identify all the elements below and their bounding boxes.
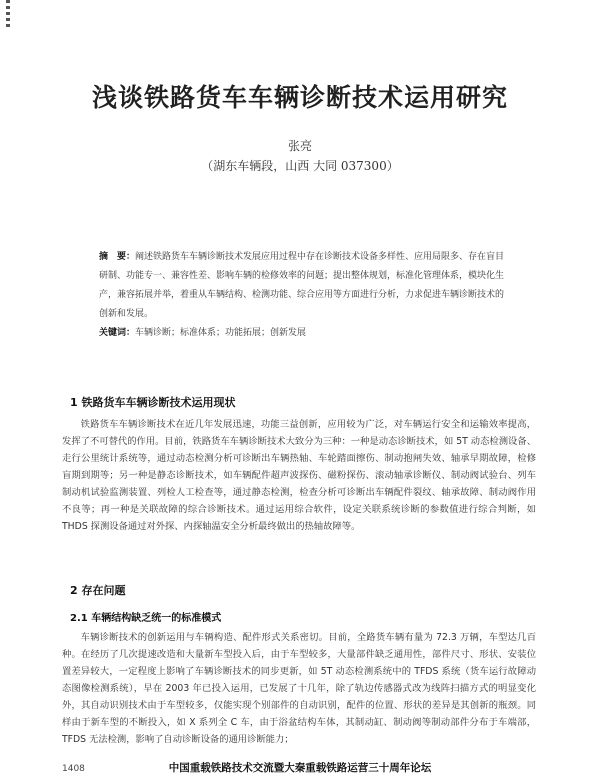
author-affiliation: （湖东车辆段，山西 大同 037300）	[201, 159, 399, 173]
section-1-heading: 1 铁路货车车辆诊断技术运用现状	[70, 396, 236, 409]
section-2-heading: 2 存在问题	[70, 584, 126, 597]
section-2-1-paragraph: 车辆诊断技术的创新运用与车辆构造、配件形式关系密切。目前，全路货车辆有量为 72.3 万辆，车型达几百种。在经历了几次提速改造和大量新车型投入后，由于车型较多，大量部件缺乏通用性，部件尺寸、形状、安装位置差异较大，一定程度上影响了车辆诊断技术的同步更新，如 5T 动态检测系统中的 TFDS 系统（货车运行故障动态图像检测系统），早在 2003 年已投入运用，已发展了十几年，除了轨边传感器式改为线阵扫描方式的明显变化外，其自动识别技术由于车型较多，仅能实现个别部件的自动识别，配件的位置、形状的差异是其创新的瓶颈。同样由于新车型的不断投入，如 X 系列全 C 车，由于浴盆结构车体，其制动缸、制动阀等制动部件分布于车端部，TFDS 无法检测，影响了自动诊断设备的通用诊断能力；	[62, 632, 536, 745]
section-1-paragraph: 铁路货车车辆诊断技术在近几年发展迅速，功能三益创新，应用较为广泛，对车辆运行安全和运输效率提高，发挥了不可替代的作用。目前，铁路货车车辆诊断技术大致分为三种：一种是动态诊断技术，如 5T 动态检测设备、走行公里统计系统等，通过动态检测分析可诊断出车辆热轴、车轮踏面擦伤、制动抱闸失效、轴承早期故障，检修盲期到期等；另一种是静态诊断技术，如车辆配件超声波探伤、磁粉探伤、滚动轴承诊断仪、制动阀试验台、列车制动机试验监测装置、列检人工检查等，通过静态检测，检查分析可诊断出车辆配件裂纹、轴承故障、制动阀作用不良等；再一种是关联故障的综合诊断技术。通过运用综合软件，设定关联系统诊断的参数值进行综合判断，如 THDS 探测设备通过对外探、内探轴温安全分析最终做出的热轴故障等。	[62, 419, 536, 532]
keywords-text: 车辆诊断；标准体系；功能拓展；创新发展	[135, 328, 307, 338]
page-number: 1408	[62, 764, 85, 774]
abstract-label: 摘 要：	[99, 252, 136, 262]
keywords-label: 关键词：	[99, 328, 136, 338]
section-2-1-heading: 2.1 车辆结构缺乏统一的标准模式	[70, 613, 222, 624]
scan-margin-mark	[6, 0, 10, 30]
abstract-block	[99, 248, 511, 324]
paper-title: 浅谈铁路货车车辆诊断技术运用研究	[91, 83, 508, 112]
footer-conference: 中国重载铁路技术交流暨大秦重载铁路运营三十周年论坛	[168, 762, 432, 774]
author-name: 张亮	[287, 139, 312, 153]
keywords-block	[99, 324, 511, 342]
abstract-text: 阐述铁路货车车辆诊断技术发展应用过程中存在诊断技术设备多样性、应用局限多、存在盲目研制、功能专一、兼容性差、影响车辆的检修效率的问题；提出整体规划，标准化管理体系，模块化生产，兼容拓展并举，着重从车辆结构、检测功能、综合应用等方面进行分析，力求促进车辆诊断技术的创新和发展。	[99, 252, 505, 319]
